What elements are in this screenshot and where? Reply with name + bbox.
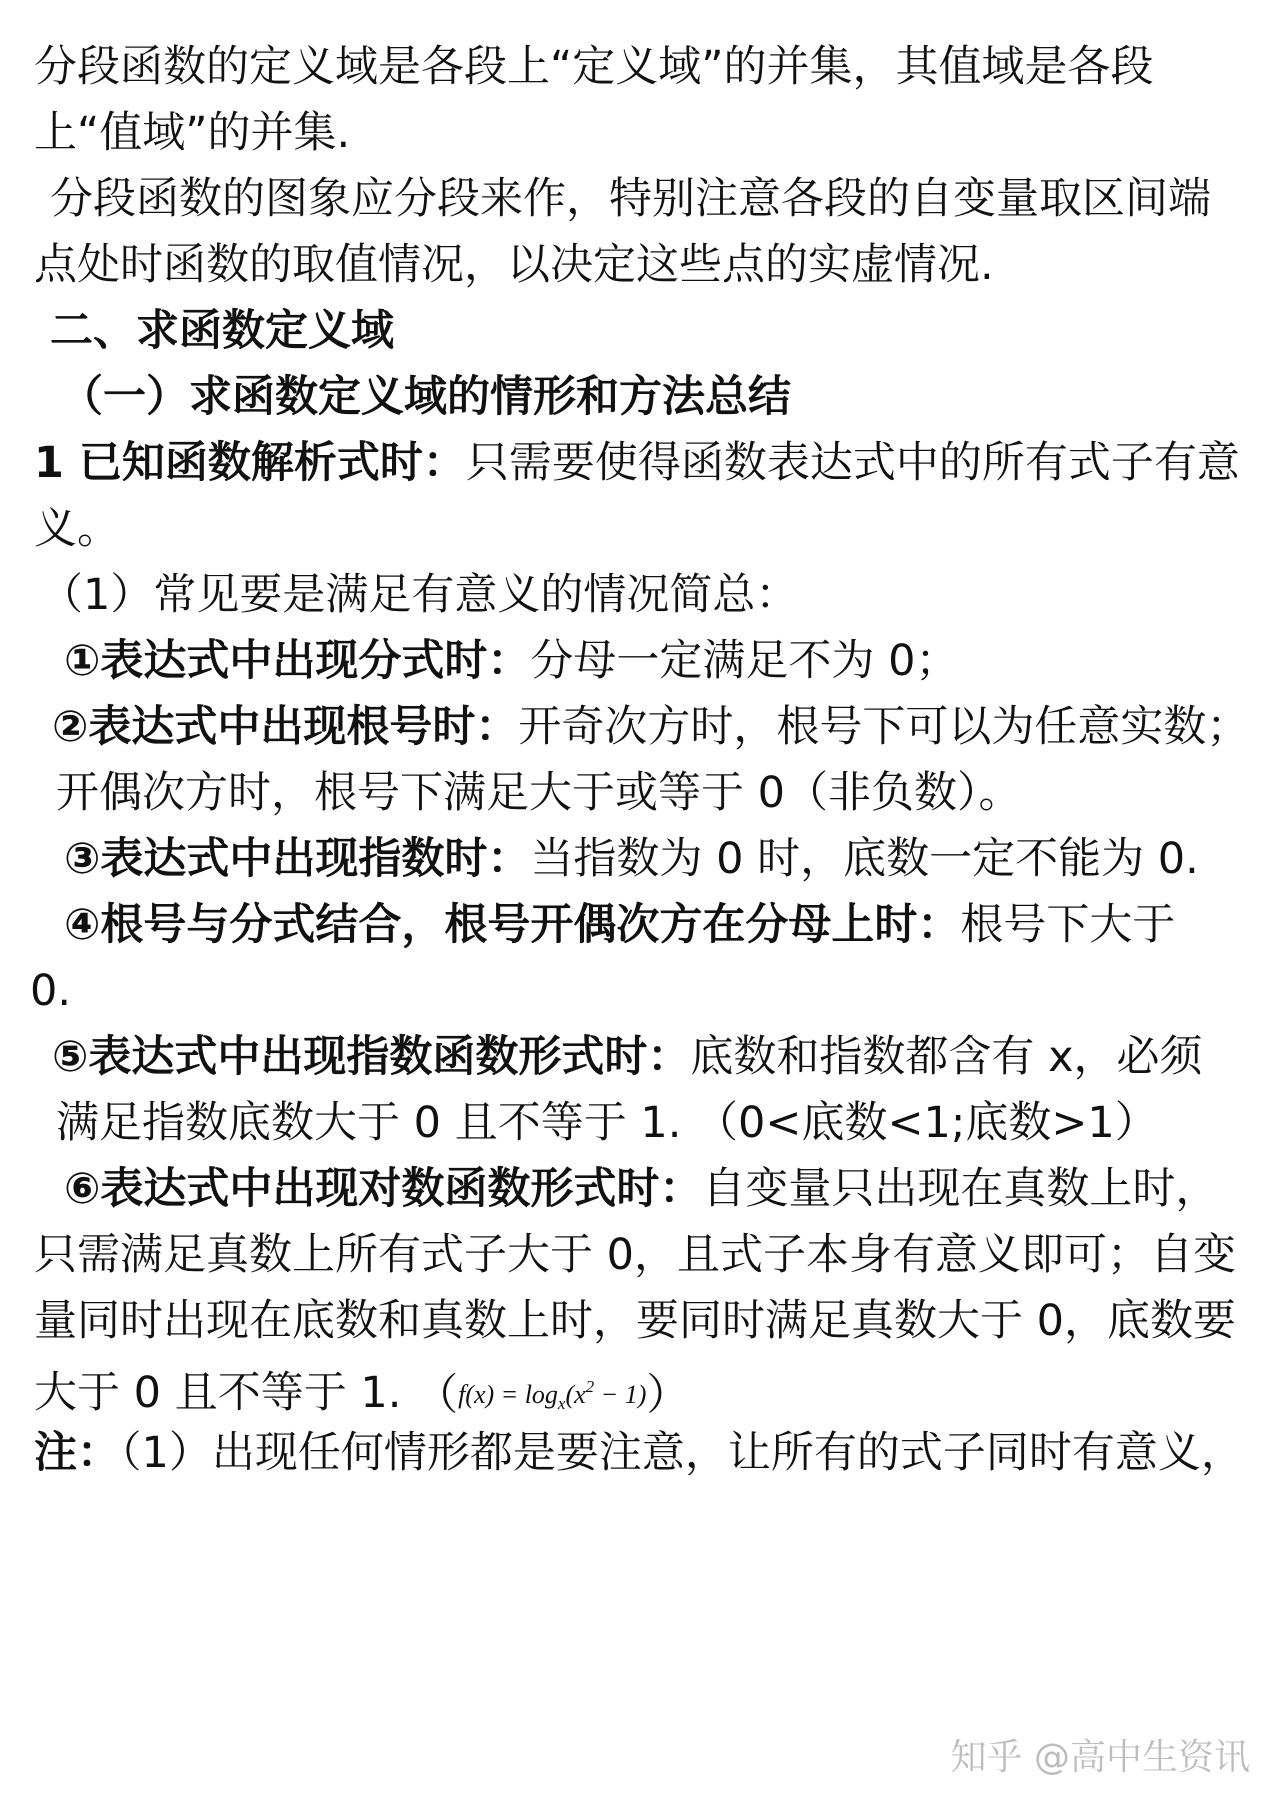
line-rest: 只需要使得函数表达式中的所有式子有意 <box>465 438 1240 488</box>
line-rest: 根号下大于 <box>960 900 1176 950</box>
text-line-8: 义。 <box>34 504 120 554</box>
rule-item-4 <box>64 898 1175 952</box>
rule-item-6-cont-2: 量同时出现在底数和真数上时，要同时满足真数大于 0，底数要 <box>34 1296 1237 1346</box>
formula-superscript: 2 <box>585 1377 595 1396</box>
watermark: 知乎 @高中生资讯 <box>950 1737 1250 1778</box>
line-rest: 底数和指数都含有 x，必须 <box>690 1032 1203 1082</box>
line-rest: 分母一定满足不为 0； <box>530 636 959 686</box>
rule-item-4-cont: 0. <box>30 966 72 1016</box>
formula-subscript: x <box>557 1394 566 1413</box>
bold-lead: ②表达式中出现根号时： <box>52 702 519 752</box>
text-line-2: 上“值域”的并集. <box>34 108 351 158</box>
log-formula <box>458 1377 647 1413</box>
line-rest: 当指数为 0 时，底数一定不能为 0. <box>530 834 1199 884</box>
formula-open-paren: （ <box>415 1370 459 1421</box>
note-line <box>34 1426 1244 1480</box>
bold-lead: ⑤表达式中出现指数函数形式时： <box>52 1032 691 1082</box>
rule-item-5 <box>52 1030 1203 1084</box>
line-rest: 自变量只出现在真数上时， <box>702 1164 1219 1214</box>
rule-item-3 <box>64 832 1199 886</box>
text-line-4: 点处时函数的取值情况，以决定这些点的实虚情况. <box>34 240 994 290</box>
subsection-heading: （一）求函数定义域的情形和方法总结 <box>60 372 791 422</box>
bold-lead: ④根号与分式结合，根号开偶次方在分母上时： <box>64 900 961 950</box>
line-rest: （1）出现任何情形都是要注意，让所有的式子同时有意义， <box>120 1428 1244 1478</box>
bold-lead: ⑥表达式中出现对数函数形式时： <box>64 1164 703 1214</box>
line-text: 大于 0 且不等于 1. <box>34 1368 402 1418</box>
note-label: 注： <box>34 1428 120 1478</box>
line-rest: 开奇次方时，根号下可以为任意实数； <box>518 702 1250 752</box>
text-line-3: 分段函数的图象应分段来作，特别注意各段的自变量取区间端 <box>50 174 1211 224</box>
text-line-7 <box>34 436 1240 490</box>
rule-item-2-cont: 开偶次方时，根号下满足大于或等于 0（非负数）。 <box>56 768 1022 818</box>
bold-lead: 1 已知函数解析式时： <box>34 438 466 488</box>
formula-close-paren: ） <box>646 1370 690 1421</box>
formula-part: (x <box>565 1380 586 1409</box>
section-heading: 二、求函数定义域 <box>50 306 394 356</box>
rule-item-2 <box>52 700 1249 754</box>
rule-item-6-cont-1: 只需满足真数上所有式子大于 0，且式子本身有意义即可；自变 <box>34 1230 1237 1280</box>
text-line-9: （1）常见要是满足有意义的情况简总： <box>40 570 799 620</box>
rule-item-1 <box>64 634 958 688</box>
text-line-1: 分段函数的定义域是各段上“定义域”的并集，其值域是各段 <box>34 42 1154 92</box>
rule-item-5-cont: 满足指数底数大于 0 且不等于 1. （0<底数<1;底数>1） <box>56 1098 1158 1148</box>
formula-part: − 1) <box>594 1380 647 1409</box>
formula-part: f(x) = log <box>458 1380 558 1409</box>
rule-item-6-cont-3 <box>34 1360 689 1431</box>
bold-lead: ①表达式中出现分式时： <box>64 636 531 686</box>
bold-lead: ③表达式中出现指数时： <box>64 834 531 884</box>
rule-item-6 <box>64 1162 1218 1216</box>
